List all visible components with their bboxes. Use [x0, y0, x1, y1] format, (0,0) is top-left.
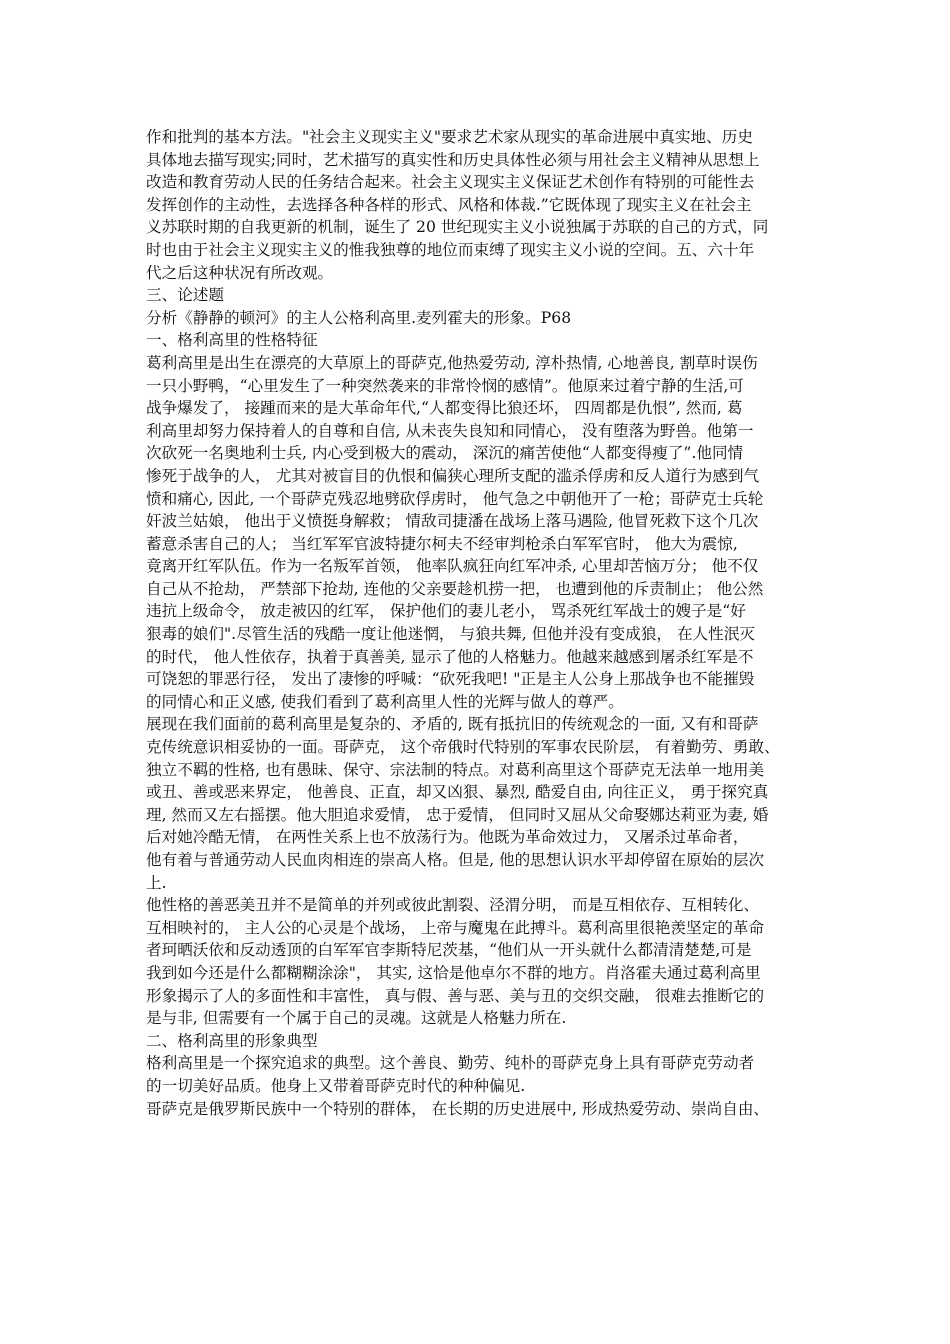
paragraph-grigory-contradictions: 展现在我们面前的葛利高里是复杂的、矛盾的, 既有抵抗旧的传统观念的一面, 又有和哥萨 克传统意识相妥协的一面。哥萨克， 这个帝俄时代特别的军事农民阶层， 有着勤劳、勇敢、 独立不羁的性格, 也有愚昧、保守、宗法制的特点。对葛利高里这个哥萨克无法单一地用美 或丑、善或恶来界定， 他善良、正直，却又凶狠、暴烈, 酷爱自由, 向往正义， 勇于探究真 理, 然而又左右摇摆。他大胆追求爱情， 忠于爱情， 但同时又屈从父命娶娜达莉亚为妻, 婚 后对她冷酷无情， 在两性关系上也不放荡行为。他既为革命效过力， 又屠杀过革命者， 他有着与普通劳动人民血肉相连的崇高人格。但是, 他的思想认识水平却停留在原始的层次 上. — [146, 715, 780, 892]
paragraph-seeker-type: 格利高里是一个探究追求的典型。这个善良、勤劳、纯朴的哥萨克身上具有哥萨克劳动者 的一切美好品质。他身上又带着哥萨克时代的种种偏见. — [146, 1054, 755, 1095]
question-line: 分析《静静的顿河》的主人公格利高里.麦列霍夫的形象。P68 — [146, 308, 572, 327]
section-heading-essay-questions: 三、论述题 — [146, 286, 224, 305]
document-body — [146, 126, 814, 1120]
subheading-typical-image: 二、格利高里的形象典型 — [146, 1031, 318, 1050]
paragraph-realism-intro: 作和批判的基本方法。"社会主义现实主义"要求艺术家从现实的革命进展中真实地、历史 具体地去描写现实;同时，艺术描写的真实性和历史具体性必须与用社会主义精神从思想上 改造和教育劳动人民的任务结合起来。社会主义现实主义保证艺术创作有特别的可能性去 发挥创作的主动性，去选择各种各样的形式、风格和体裁.”它既体现了现实主义在社会主 义苏联时期的自我更新的机制，诞生了 20 世纪现实主义小说独属于苏联的自己的方式，同 时也由于社会主义现实主义的惟我独尊的地位而束缚了现实主义小说的空间。五、六十年 代之后这种状况有所改观。 — [146, 128, 769, 282]
paragraph-cossack-group: 哥萨克是俄罗斯民族中一个特别的群体， 在长期的历史进展中, 形成热爱劳动、崇尚自由、 — [146, 1099, 770, 1118]
paragraph-grigory-humanity: 葛利高里是出生在漂亮的大草原上的哥萨克,他热爱劳动, 淳朴热情, 心地善良, 割草时误伤 一只小野鸭，“心里发生了一种突然袭来的非常怜悯的感情”。他原来过着宁静的生活,可 战争爆发了， 接踵而来的是大革命年代,“人都变得比狼还坏， 四周都是仇恨”, 然而, 葛 利高里却努力保持着人的自尊和自信, 从未丧失良知和同情心， 没有堕落为野兽。他第一 次砍死一名奥地利士兵, 内心受到极大的震动， 深沉的痛苦使他“人都变得瘦了”.他同情 惨死于战争的人， 尤其对被盲目的仇恨和偏狭心理所支配的滥杀俘虏和反人道行为感到气 愤和痛心, 因此, 一个哥萨克残忍地劈砍俘虏时， 他气急之中朝他开了一枪；哥萨克士兵轮 奸波兰姑娘， 他出于义愤挺身解救； 情敌司捷潘在战场上落马遇险, 他冒死救下这个几次 蓄意杀害自己的人； 当红军军官波特捷尔柯夫不经审判枪杀白军军官时， 他大为震惊, 竟离开红军队伍。作为一名叛军首领， 他率队疯狂向红军冲杀, 心里却苦恼万分； 他不仅 自己从不抢劫， 严禁部下抢劫, 连他的父亲要趁机捞一把， 也遭到他的斥责制止； 他公然 违抗上级命令， 放走被囚的红军， 保护他们的妻儿老小， 骂杀死红军战士的嫂子是“好 狠毒的娘们".尽管生活的残酷一度让他迷惘， 与狼共舞, 但他并没有变成狼， 在人性泯灭 的时代， 他人性依存，执着于真善美, 显示了他的人格魅力。他越来越感到屠杀红军是不 可饶恕的罪恶行径， 发出了凄惨的呼喊：“砍死我吧! "正是主人公身上那战争也不能摧毁 的同情心和正义感, 使我们看到了葛利高里人性的光辉与做人的尊严。 — [146, 353, 764, 711]
paragraph-good-and-evil: 他性格的善恶美丑并不是简单的并列或彼此割裂、泾渭分明， 而是互相依存、互相转化、 互相映衬的， 主人公的心灵是个战场， 上帝与魔鬼在此搏斗。葛利高里很艳羡坚定的革命 者珂晒沃依和反动透顶的白军军官李斯特尼茨基，“他们从一开头就什么都清清楚楚,可是 我到如今还是什么都糊糊涂涂"， 其实, 这恰是他卓尔不群的地方。肖洛霍夫通过葛利高里 形象揭示了人的多面性和丰富性， 真与假、善与恶、美与丑的交织交融， 很难去推断它的 是与非, 但需要有一个属于自己的灵魂。这就是人格魅力所在. — [146, 896, 765, 1028]
subheading-character-traits: 一、格利高里的性格特征 — [146, 331, 318, 350]
